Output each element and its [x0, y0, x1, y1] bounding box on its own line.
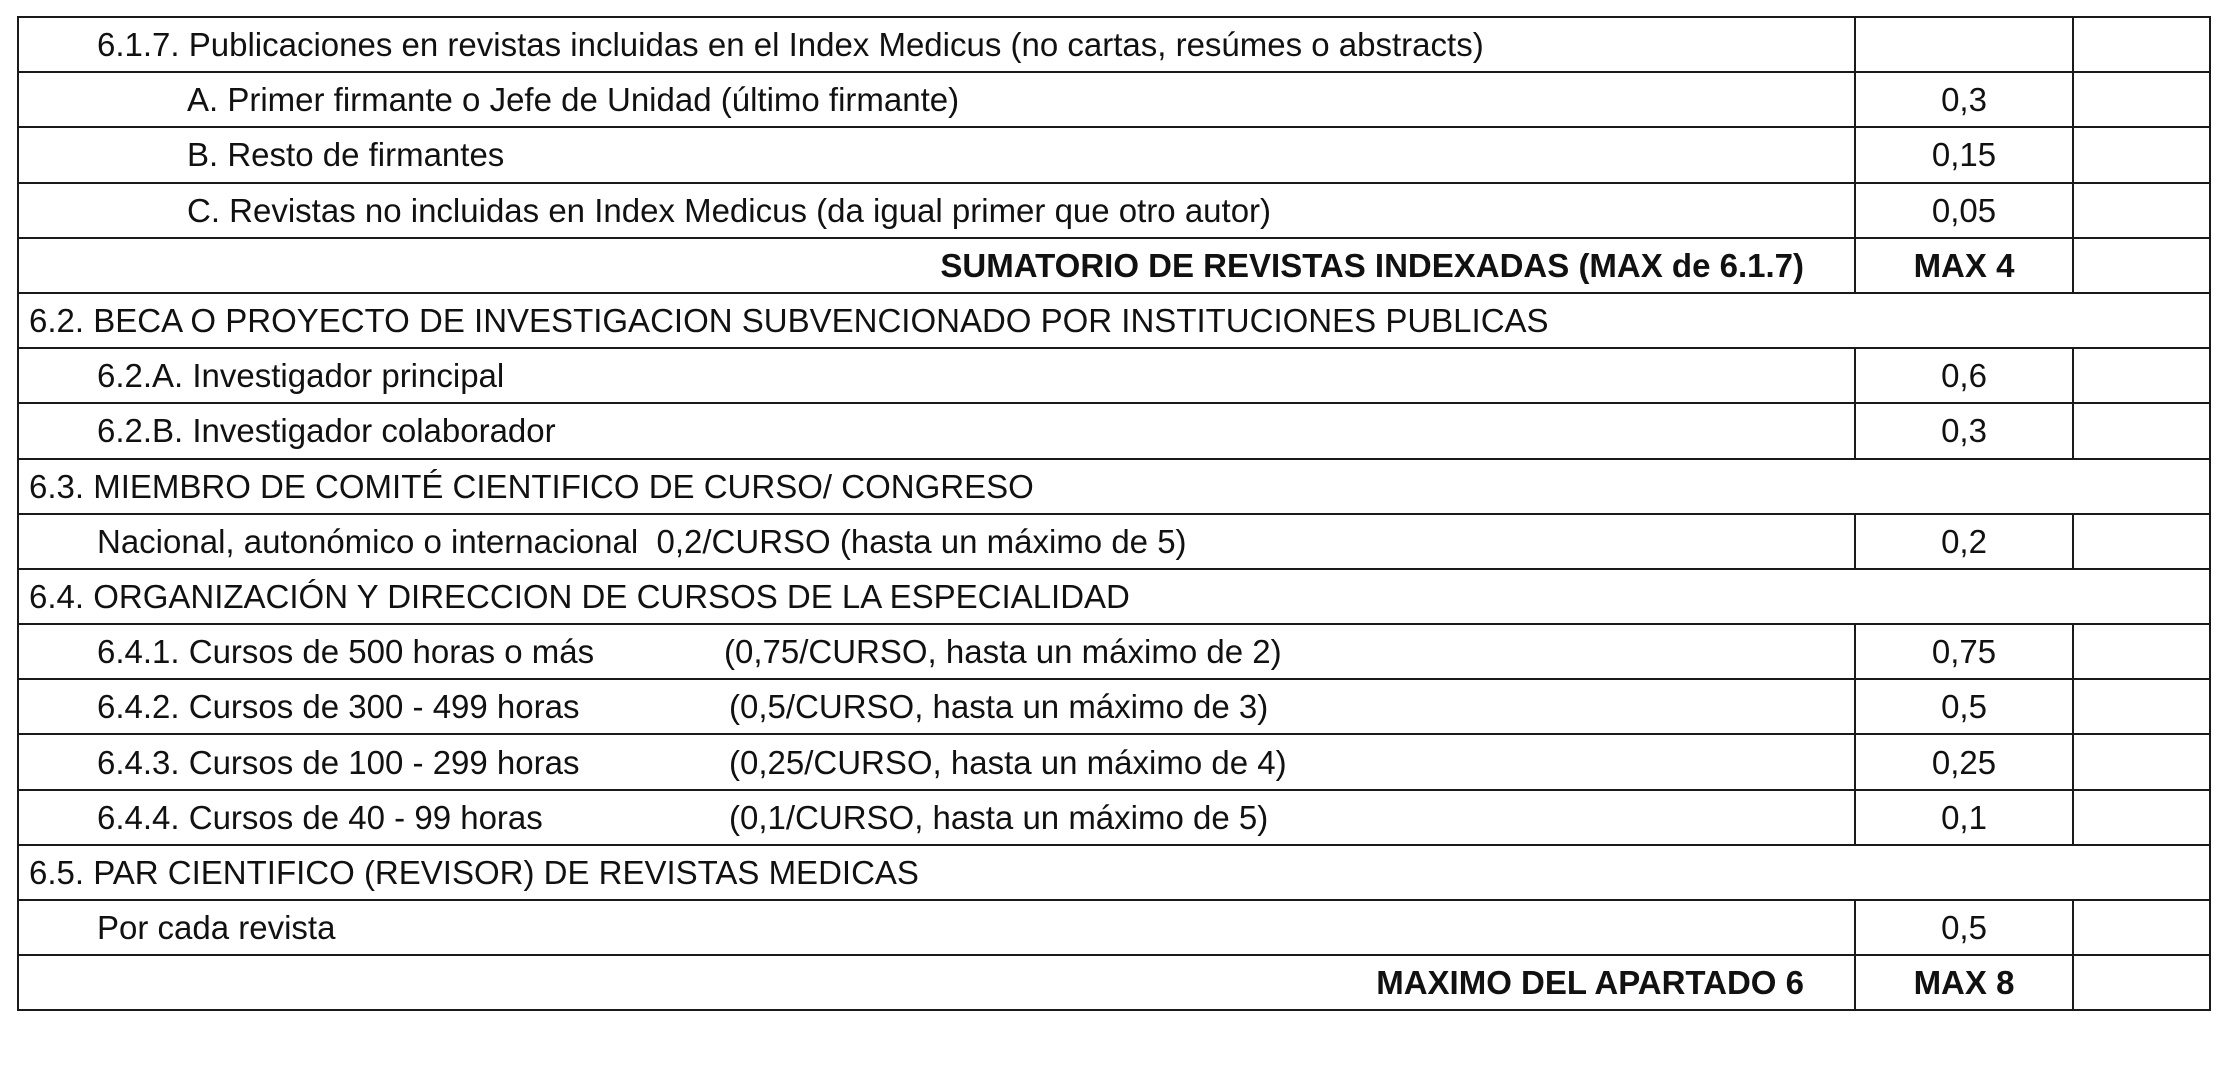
- blank-cell: [2073, 734, 2210, 789]
- subtotal-label: SUMATORIO DE REVISTAS INDEXADAS (MAX de 6.1.7): [18, 238, 1855, 293]
- blank-cell: [2073, 403, 2210, 458]
- table-row: [18, 790, 2210, 845]
- section-header-row: [18, 845, 2210, 900]
- blank-cell: [2073, 624, 2210, 679]
- section-header-row: [18, 569, 2210, 624]
- blank-cell: [2073, 955, 2210, 1010]
- item-label: A. Primer firmante o Jefe de Unidad (último firmante): [18, 72, 1855, 127]
- item-label: B. Resto de firmantes: [18, 127, 1855, 182]
- score-cell: 0,6: [1855, 348, 2073, 403]
- score-cell: [1855, 17, 2073, 72]
- item-label: [18, 734, 1855, 789]
- course-name: 6.4.3. Cursos de 100 - 299 horas: [97, 743, 580, 781]
- score-cell: 0,3: [1855, 72, 2073, 127]
- course-name: 6.4.2. Cursos de 300 - 499 horas: [97, 688, 580, 726]
- score-cell: 0,25: [1855, 734, 2073, 789]
- item-label: Por cada revista: [18, 900, 1855, 955]
- table-row: [18, 514, 2210, 569]
- section-heading: 6.5. PAR CIENTIFICO (REVISOR) DE REVISTAS MEDICAS: [18, 845, 2210, 900]
- score-cell: 0,1: [1855, 790, 2073, 845]
- section-header-row: [18, 293, 2210, 348]
- item-label: 6.2.B. Investigador colaborador: [18, 403, 1855, 458]
- scoring-table-container: [17, 16, 2209, 1011]
- score-cell: 0,3: [1855, 403, 2073, 458]
- item-label: 6.1.7. Publicaciones en revistas incluidas en el Index Medicus (no cartas, resúmes o abstracts): [18, 17, 1855, 72]
- item-label: C. Revistas no incluidas en Index Medicus (da igual primer que otro autor): [18, 183, 1855, 238]
- section-heading: 6.2. BECA O PROYECTO DE INVESTIGACION SUBVENCIONADO POR INSTITUCIONES PUBLICAS: [18, 293, 2210, 348]
- total-label: MAXIMO DEL APARTADO 6: [18, 955, 1855, 1010]
- total-score: MAX 8: [1855, 955, 2073, 1010]
- table-row: [18, 17, 2210, 72]
- score-cell: 0,05: [1855, 183, 2073, 238]
- section-heading: 6.4. ORGANIZACIÓN Y DIRECCION DE CURSOS DE LA ESPECIALIDAD: [18, 569, 2210, 624]
- subtotal-score: MAX 4: [1855, 238, 2073, 293]
- total-row: [18, 955, 2210, 1010]
- blank-cell: [2073, 679, 2210, 734]
- blank-cell: [2073, 900, 2210, 955]
- section-heading: 6.3. MIEMBRO DE COMITÉ CIENTIFICO DE CURSO/ CONGRESO: [18, 459, 2210, 514]
- course-note: (0,75/CURSO, hasta un máximo de 2): [724, 633, 1282, 671]
- item-label: [18, 790, 1855, 845]
- blank-cell: [2073, 790, 2210, 845]
- blank-cell: [2073, 348, 2210, 403]
- score-cell: 0,5: [1855, 900, 2073, 955]
- score-cell: 0,5: [1855, 679, 2073, 734]
- blank-cell: [2073, 183, 2210, 238]
- blank-cell: [2073, 72, 2210, 127]
- table-row: [18, 900, 2210, 955]
- item-label: Nacional, autonómico o internacional 0,2/CURSO (hasta un máximo de 5): [18, 514, 1855, 569]
- blank-cell: [2073, 127, 2210, 182]
- table-row: [18, 183, 2210, 238]
- course-name: 6.4.1. Cursos de 500 horas o más: [97, 633, 595, 671]
- item-label: 6.2.A. Investigador principal: [18, 348, 1855, 403]
- blank-cell: [2073, 238, 2210, 293]
- blank-cell: [2073, 514, 2210, 569]
- score-cell: 0,75: [1855, 624, 2073, 679]
- table-row: [18, 403, 2210, 458]
- table-row: [18, 624, 2210, 679]
- score-cell: 0,2: [1855, 514, 2073, 569]
- subtotal-row: [18, 238, 2210, 293]
- item-label: [18, 679, 1855, 734]
- table-row: [18, 679, 2210, 734]
- item-label: [18, 624, 1855, 679]
- course-name: 6.4.4. Cursos de 40 - 99 horas: [97, 798, 543, 836]
- course-note: (0,5/CURSO, hasta un máximo de 3): [729, 688, 1269, 726]
- course-note: (0,25/CURSO, hasta un máximo de 4): [729, 743, 1287, 781]
- score-cell: 0,15: [1855, 127, 2073, 182]
- section-header-row: [18, 459, 2210, 514]
- course-note: (0,1/CURSO, hasta un máximo de 5): [729, 798, 1269, 836]
- blank-cell: [2073, 17, 2210, 72]
- table-row: [18, 734, 2210, 789]
- table-row: [18, 127, 2210, 182]
- scoring-table: [17, 16, 2211, 1011]
- table-row: [18, 72, 2210, 127]
- table-row: [18, 348, 2210, 403]
